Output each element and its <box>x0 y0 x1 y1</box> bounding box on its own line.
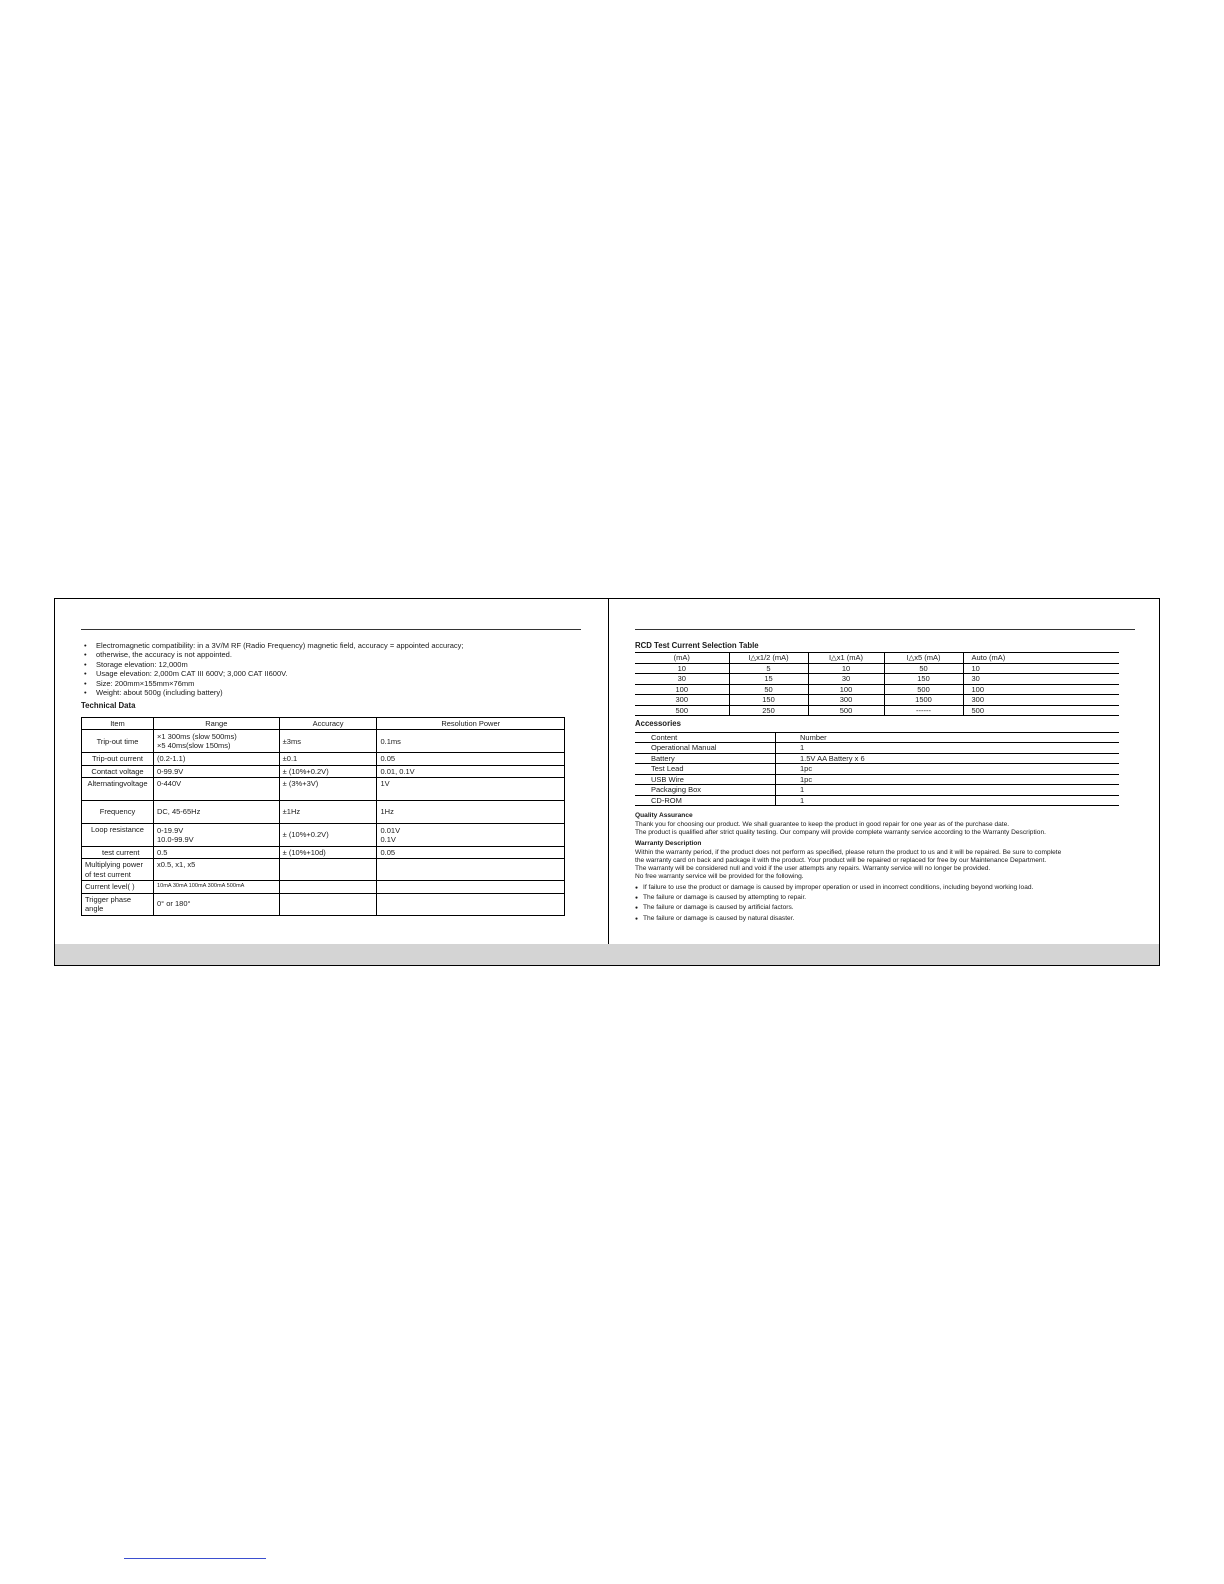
table-row <box>82 730 565 753</box>
rcd-cell: 500 <box>884 684 963 695</box>
rcd-cell: 5 <box>729 663 808 674</box>
spec-bullet: • Electromagnetic compatibility: in a 3V/M RF (Radio Frequency) magnetic field, accuracy = appointed accuracy; <box>96 641 571 650</box>
cell-item <box>82 859 154 881</box>
accessory-quantity: 1 <box>776 785 1120 796</box>
quality-assurance-section <box>635 812 1119 923</box>
cell-resolution: 1V <box>377 778 565 801</box>
rcd-cell: 300 <box>963 695 1119 706</box>
rcd-cell: 30 <box>808 674 884 685</box>
table-row <box>82 753 565 765</box>
rcd-cell: 500 <box>635 705 729 716</box>
table-row <box>82 881 565 893</box>
accessory-quantity: Number <box>776 732 1120 743</box>
cell-item: Contact voltage <box>82 765 154 777</box>
rcd-cell: ------ <box>884 705 963 716</box>
rcd-header: I△x1/2 (mA) <box>729 653 808 664</box>
spec-bullet: • Size: 200mm×155mm×76mm <box>96 679 571 688</box>
rcd-header: Auto (mA) <box>963 653 1119 664</box>
footer-band <box>55 944 1159 965</box>
accessory-quantity: 1 <box>776 795 1120 806</box>
warranty-bullet: ● The failure or damage is caused by attempting to repair. <box>635 894 1119 902</box>
qa-line: The product is qualified after strict quality testing. Our company will provide complete warranty service according to the Warranty Description. <box>635 828 1046 836</box>
cell-range: 0-99.9V <box>153 765 279 777</box>
accessory-row <box>635 743 1119 754</box>
rcd-header: I△x5 (mA) <box>884 653 963 664</box>
rcd-cell: 300 <box>635 695 729 706</box>
table-row <box>82 765 565 777</box>
rcd-row <box>635 674 1119 685</box>
warranty-line: the warranty card on back and package it with the product. Your product will be repaired or replaced for free by our Maintenance Department. <box>635 856 1047 864</box>
rcd-header-row <box>635 653 1119 664</box>
cell-range <box>153 824 279 847</box>
footnote-rule <box>124 1558 266 1559</box>
accessory-row <box>635 795 1119 806</box>
rcd-cell: 100 <box>963 684 1119 695</box>
rcd-row <box>635 695 1119 706</box>
cell-accuracy: ±0.1 <box>279 753 377 765</box>
rcd-table <box>635 652 1119 716</box>
accessory-row <box>635 764 1119 775</box>
cell-item: Trip-out current <box>82 753 154 765</box>
rcd-cell: 500 <box>963 705 1119 716</box>
cell-accuracy: ± (10%+10d) <box>279 847 377 859</box>
accessory-quantity: 1 <box>776 743 1120 754</box>
accessory-row <box>635 732 1119 743</box>
accessories-heading: Accessories <box>635 719 681 729</box>
cell-accuracy: ± (3%+3V) <box>279 778 377 801</box>
quality-assurance-heading: Quality Assurance <box>635 812 693 820</box>
cell-range: (0.2-1.1) <box>153 753 279 765</box>
rcd-cell: 15 <box>729 674 808 685</box>
table-row <box>82 859 565 881</box>
rcd-cell: 150 <box>729 695 808 706</box>
accessory-name: Test Lead <box>635 764 776 775</box>
cell-resolution <box>377 859 565 881</box>
rcd-cell: 10 <box>808 663 884 674</box>
header-range: Range <box>153 717 279 729</box>
header-resolution: Resolution Power <box>377 717 565 729</box>
item-line: of test current <box>85 869 131 879</box>
rcd-cell: 250 <box>729 705 808 716</box>
rcd-header: (mA) <box>635 653 729 664</box>
cell-accuracy <box>279 893 377 915</box>
technical-data-table <box>81 717 565 916</box>
warranty-bullet: ● If failure to use the product or damage is caused by improper operation or used in incorrect conditions, including beyond working load. <box>635 884 1119 892</box>
cell-accuracy: ± (10%+0.2V) <box>279 765 377 777</box>
cell-range: 0-440V <box>153 778 279 801</box>
page-divider <box>608 599 609 945</box>
warranty-line: Within the warranty period, if the product does not perform as specified, please return the product to us and it will be repaired. Be sure to complete <box>635 848 1062 856</box>
warranty-line: The warranty will be considered null and void if the user attempts any repairs. Warranty service will no longer be provided. <box>635 865 991 873</box>
spec-bullet: • Storage elevation: 12,000m <box>96 660 571 669</box>
spec-bullet-continued <box>96 650 571 659</box>
resolution-line: 0.01V <box>380 825 401 835</box>
rcd-cell: 50 <box>729 684 808 695</box>
accessory-name: CD-ROM <box>635 795 776 806</box>
range-line: 10.0-99.9V <box>156 835 194 845</box>
cell-item: Trigger phase angle <box>82 893 154 915</box>
table-row <box>82 801 565 824</box>
range-line: ×1 300ms (slow 500ms) <box>156 731 237 741</box>
item-line: Multiplying power <box>85 860 143 870</box>
warranty-bullet: ● The failure or damage is caused by artificial factors. <box>635 904 1119 912</box>
cell-range <box>153 730 279 753</box>
cell-resolution <box>377 893 565 915</box>
rcd-cell: 100 <box>808 684 884 695</box>
spec-bullets <box>81 641 571 697</box>
accessory-name: Battery <box>635 753 776 764</box>
rcd-cell: 100 <box>635 684 729 695</box>
accessory-name: USB Wire <box>635 774 776 785</box>
range-line: ×5 40ms(slow 150ms) <box>156 741 231 751</box>
cell-item: Current level( ) <box>82 881 154 893</box>
accessory-quantity: 1pc <box>776 774 1120 785</box>
accessory-name: Packaging Box <box>635 785 776 796</box>
rcd-row <box>635 684 1119 695</box>
rcd-row <box>635 705 1119 716</box>
accessory-quantity: 1.5V AA Battery x 6 <box>776 753 1120 764</box>
warranty-line: No free warranty service will be provided for the following. <box>635 873 804 881</box>
rcd-cell: 50 <box>884 663 963 674</box>
cell-item: Trip-out time <box>82 730 154 753</box>
spec-bullet-text: otherwise, the accuracy is not appointed. <box>96 650 232 660</box>
cell-accuracy <box>279 881 377 893</box>
cell-resolution: 0.05 <box>377 847 565 859</box>
cell-range: 10mA 30mA 100mA 300mA 500mA <box>153 881 279 893</box>
cell-item: Loop resistance <box>82 824 154 847</box>
cell-resolution: 1Hz <box>377 801 565 824</box>
spec-bullet: • Usage elevation: 2,000m CAT III 600V; 3,000 CAT II600V. <box>96 669 571 678</box>
accessory-row <box>635 785 1119 796</box>
qa-line: Thank you for choosing our product. We shall guarantee to keep the product in good repair for one year as of the purchase date. <box>635 820 1010 828</box>
accessories-table <box>635 732 1119 807</box>
right-header-rule <box>635 629 1135 630</box>
accessory-row <box>635 774 1119 785</box>
cell-range: 0.5 <box>153 847 279 859</box>
table-row <box>82 824 565 847</box>
cell-range: x0.5, x1, x5 <box>153 859 279 881</box>
rcd-cell: 500 <box>808 705 884 716</box>
warranty-bullet: ● The failure or damage is caused by natural disaster. <box>635 915 1119 923</box>
table-row <box>82 847 565 859</box>
rcd-row <box>635 663 1119 674</box>
rcd-cell: 30 <box>963 674 1119 685</box>
rcd-cell: 300 <box>808 695 884 706</box>
cell-accuracy: ± (10%+0.2V) <box>279 824 377 847</box>
accessory-name: Operational Manual <box>635 743 776 754</box>
accessory-quantity: 1pc <box>776 764 1120 775</box>
cell-accuracy: ±1Hz <box>279 801 377 824</box>
rcd-cell: 1500 <box>884 695 963 706</box>
rcd-header: I△x1 (mA) <box>808 653 884 664</box>
cell-resolution: 0.01, 0.1V <box>377 765 565 777</box>
header-item: Item <box>82 717 154 729</box>
rcd-cell: 30 <box>635 674 729 685</box>
cell-accuracy: ±3ms <box>279 730 377 753</box>
cell-resolution <box>377 824 565 847</box>
rcd-cell: 150 <box>884 674 963 685</box>
header-accuracy: Accuracy <box>279 717 377 729</box>
left-header-rule <box>81 629 581 630</box>
cell-resolution: 0.05 <box>377 753 565 765</box>
spec-bullet: • Weight: about 500g (including battery) <box>96 688 571 697</box>
resolution-line: 0.1V <box>380 835 396 845</box>
manual-spread <box>54 598 1160 966</box>
technical-data-heading: Technical Data <box>81 701 136 711</box>
accessory-row <box>635 753 1119 764</box>
cell-range: DC, 45-65Hz <box>153 801 279 824</box>
rcd-cell: 10 <box>963 663 1119 674</box>
cell-item: test current <box>82 847 154 859</box>
cell-item: Alternatingvoltage <box>82 778 154 801</box>
cell-range: 0° or 180° <box>153 893 279 915</box>
cell-resolution <box>377 881 565 893</box>
cell-resolution: 0.1ms <box>377 730 565 753</box>
cell-accuracy <box>279 859 377 881</box>
rcd-table-heading: RCD Test Current Selection Table <box>635 641 759 650</box>
cell-item: Frequency <box>82 801 154 824</box>
warranty-heading: Warranty Description <box>635 840 702 848</box>
table-row <box>82 778 565 801</box>
right-page <box>635 641 1119 923</box>
table-header-row <box>82 717 565 729</box>
left-page <box>81 641 571 916</box>
rcd-cell: 10 <box>635 663 729 674</box>
table-row <box>82 893 565 915</box>
accessory-name: Content <box>635 732 776 743</box>
range-line: 0-19.9V <box>156 825 184 835</box>
